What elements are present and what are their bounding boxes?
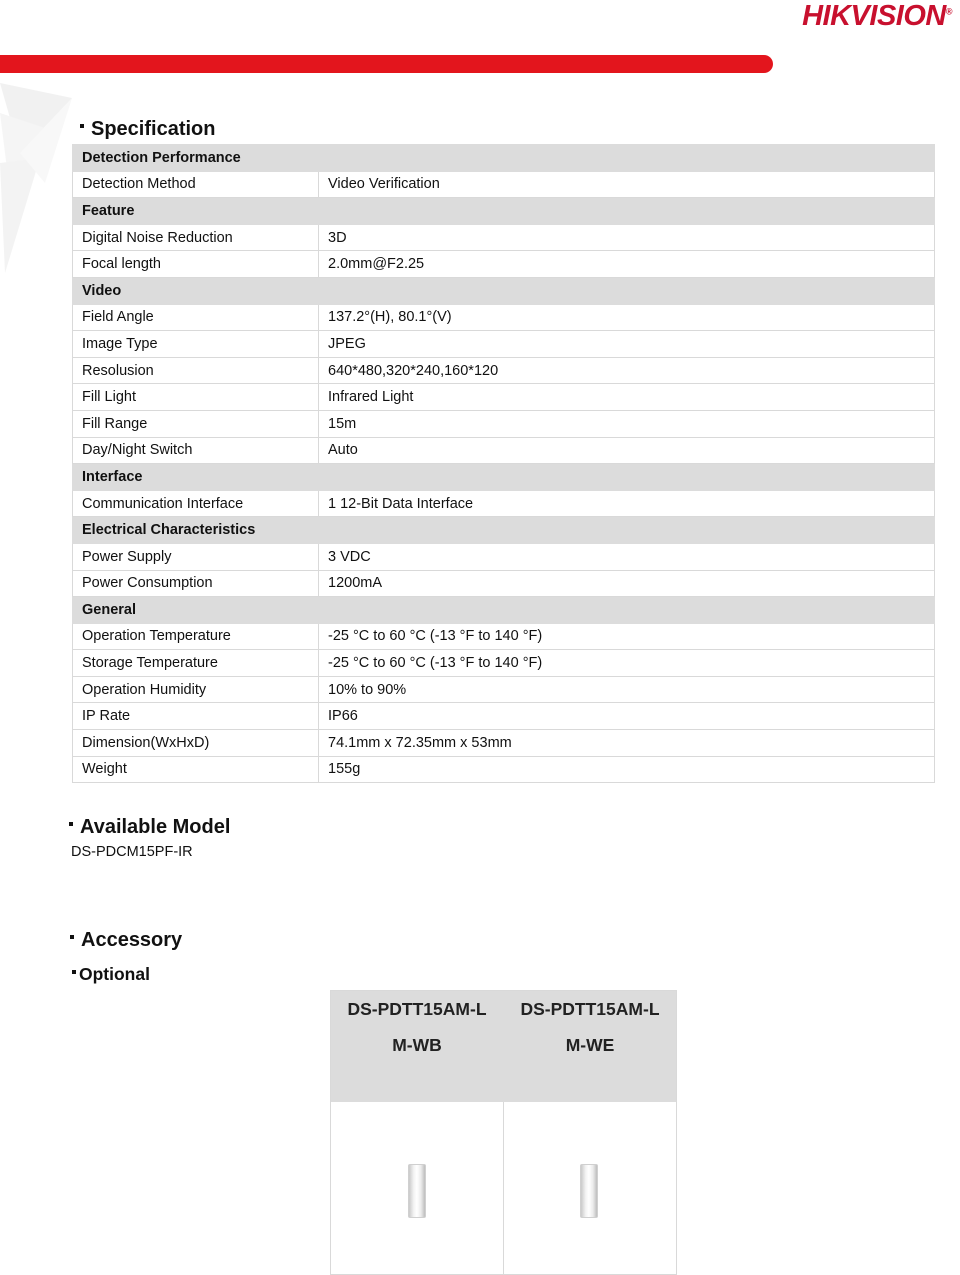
spec-row	[73, 437, 935, 464]
spec-label: Operation Temperature	[73, 623, 319, 650]
spec-value: Video Verification	[319, 171, 935, 198]
spec-value: Auto	[319, 437, 935, 464]
spec-row	[73, 703, 935, 730]
accessory-name-2	[504, 991, 676, 1063]
optional-heading	[72, 964, 150, 985]
spec-value: 15m	[319, 410, 935, 437]
spec-category-row	[73, 145, 935, 172]
spec-row	[73, 570, 935, 597]
header-red-bar	[0, 55, 773, 73]
spec-row	[73, 304, 935, 331]
accessory-name-line1: DS-PDTT15AM-L	[347, 999, 487, 1019]
spec-category-label: Feature	[73, 198, 319, 225]
brand-name: HIKVISION	[802, 0, 946, 32]
spec-row	[73, 650, 935, 677]
available-model-title: Available Model	[80, 816, 231, 838]
spec-category-row	[73, 597, 935, 624]
spec-value: 1200mA	[319, 570, 935, 597]
specification-table	[72, 144, 935, 783]
accessory-name-line1: DS-PDTT15AM-L	[520, 999, 660, 1019]
specification-title: Specification	[91, 118, 216, 140]
spec-category-row	[73, 277, 935, 304]
accessory-table	[330, 990, 677, 1275]
spec-value: 1 12-Bit Data Interface	[319, 490, 935, 517]
spec-row	[73, 410, 935, 437]
spec-label: Detection Method	[73, 171, 319, 198]
spec-label: Power Supply	[73, 543, 319, 570]
spec-value	[319, 597, 935, 624]
bullet-square-icon	[72, 970, 76, 974]
spec-row	[73, 224, 935, 251]
accessory-heading	[70, 929, 182, 952]
spec-value: -25 °C to 60 °C (-13 °F to 140 °F)	[319, 650, 935, 677]
spec-label: Power Consumption	[73, 570, 319, 597]
spec-row	[73, 490, 935, 517]
model-number: DS-PDCM15PF-IR	[71, 844, 193, 860]
spec-value	[319, 464, 935, 491]
spec-row	[73, 384, 935, 411]
spec-label: Image Type	[73, 331, 319, 358]
sensor-image	[580, 1164, 598, 1218]
spec-value: 137.2°(H), 80.1°(V)	[319, 304, 935, 331]
spec-row	[73, 676, 935, 703]
spec-row	[73, 171, 935, 198]
accessory-divider	[503, 1102, 504, 1274]
spec-value: JPEG	[319, 331, 935, 358]
spec-value: 10% to 90%	[319, 676, 935, 703]
brand-logo	[802, 0, 952, 33]
spec-label: Dimension(WxHxD)	[73, 730, 319, 757]
bullet-square-icon	[69, 822, 73, 826]
spec-row	[73, 331, 935, 358]
spec-label: Resolusion	[73, 357, 319, 384]
spec-label: Operation Humidity	[73, 676, 319, 703]
spec-value: 155g	[319, 756, 935, 783]
spec-row	[73, 730, 935, 757]
spec-row	[73, 251, 935, 278]
bullet-square-icon	[80, 124, 84, 128]
registered-mark: ®	[945, 6, 952, 17]
accessory-header	[331, 991, 676, 1102]
spec-label: Fill Range	[73, 410, 319, 437]
spec-label: Weight	[73, 756, 319, 783]
spec-category-label: Detection Performance	[73, 145, 319, 172]
spec-label: Digital Noise Reduction	[73, 224, 319, 251]
spec-value: 3 VDC	[319, 543, 935, 570]
spec-value: Infrared Light	[319, 384, 935, 411]
spec-value: 640*480,320*240,160*120	[319, 357, 935, 384]
spec-label: Fill Light	[73, 384, 319, 411]
spec-row	[73, 543, 935, 570]
sensor-image	[408, 1164, 426, 1218]
accessory-name-1	[331, 991, 503, 1063]
accessory-name-line2: M-WB	[392, 1035, 442, 1055]
spec-label: Field Angle	[73, 304, 319, 331]
spec-value	[319, 277, 935, 304]
spec-category-row	[73, 517, 935, 544]
optional-title: Optional	[79, 964, 150, 984]
spec-value: 74.1mm x 72.35mm x 53mm	[319, 730, 935, 757]
spec-category-label: General	[73, 597, 319, 624]
spec-row	[73, 357, 935, 384]
spec-category-label: Interface	[73, 464, 319, 491]
spec-label: Communication Interface	[73, 490, 319, 517]
available-model-heading	[69, 816, 230, 839]
spec-value	[319, 198, 935, 225]
spec-value: 3D	[319, 224, 935, 251]
spec-value: IP66	[319, 703, 935, 730]
spec-label: Day/Night Switch	[73, 437, 319, 464]
spec-category-label: Video	[73, 277, 319, 304]
spec-row	[73, 756, 935, 783]
spec-value: 2.0mm@F2.25	[319, 251, 935, 278]
spec-category-row	[73, 198, 935, 225]
spec-category-row	[73, 464, 935, 491]
spec-value: -25 °C to 60 °C (-13 °F to 140 °F)	[319, 623, 935, 650]
spec-label: IP Rate	[73, 703, 319, 730]
specification-heading	[80, 118, 215, 141]
spec-category-label: Electrical Characteristics	[73, 517, 319, 544]
spec-row	[73, 623, 935, 650]
spec-value	[319, 517, 935, 544]
accessory-name-line2: M-WE	[565, 1035, 615, 1055]
accessory-title: Accessory	[81, 929, 183, 951]
spec-label: Focal length	[73, 251, 319, 278]
spec-label: Storage Temperature	[73, 650, 319, 677]
bullet-square-icon	[70, 935, 74, 939]
spec-value	[319, 145, 935, 172]
